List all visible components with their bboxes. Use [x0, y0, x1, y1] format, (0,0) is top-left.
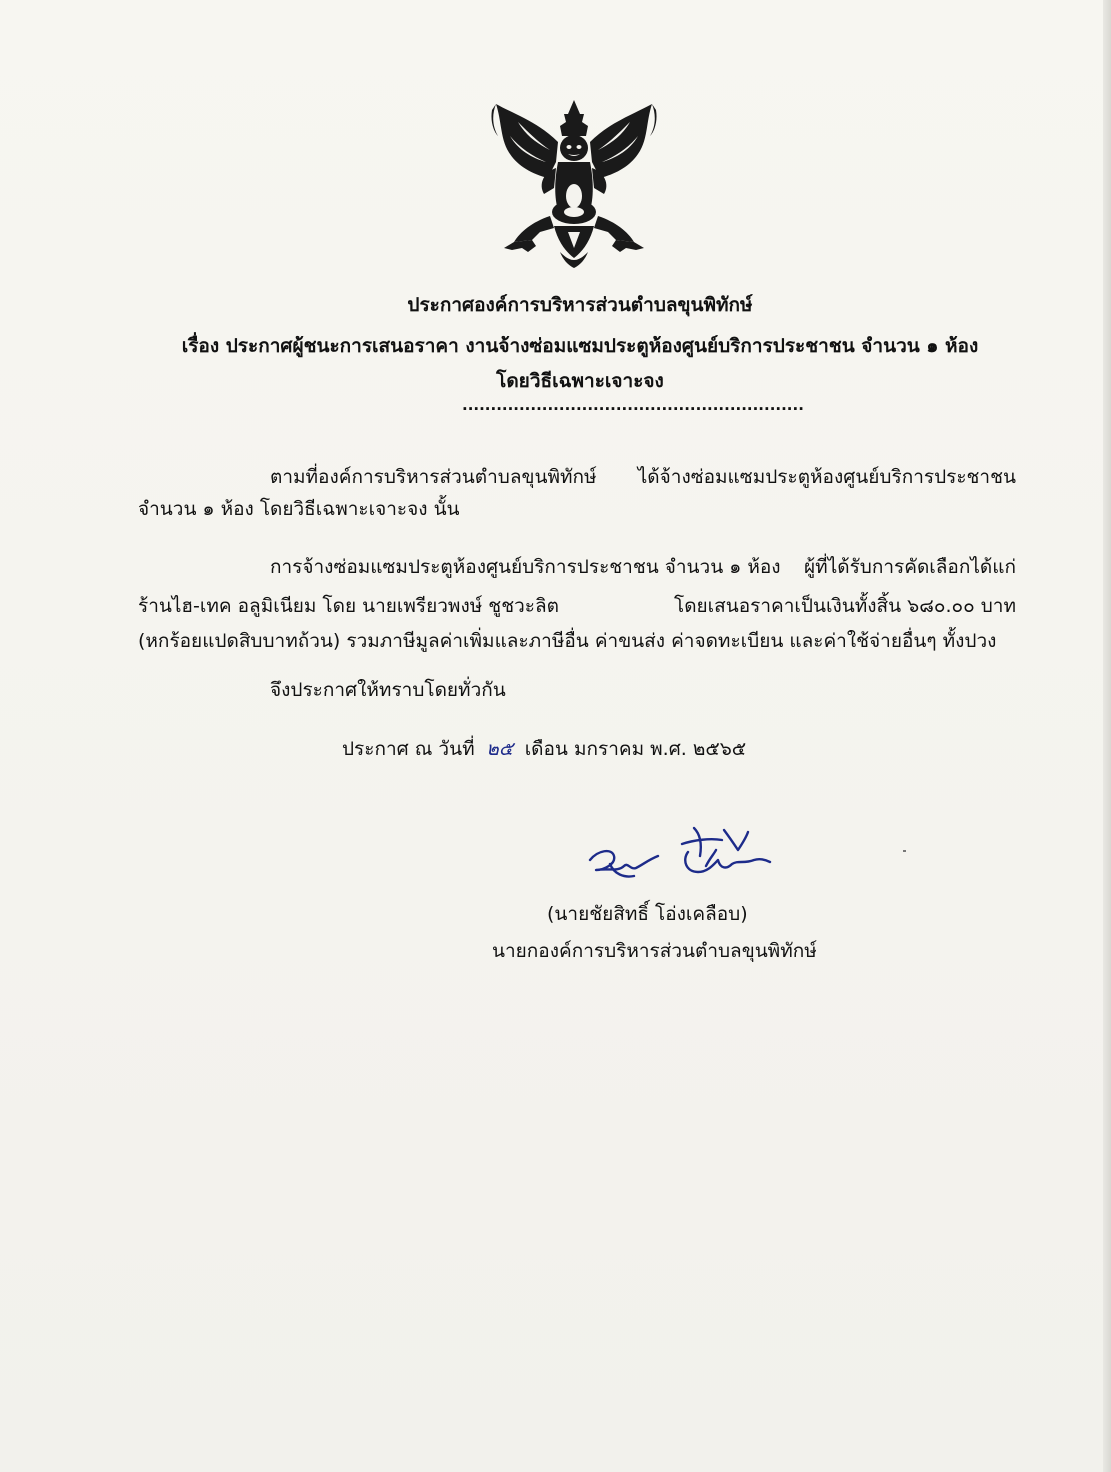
paragraph-2-text-a: การจ้างซ่อมแซมประตูห้องศูนย์บริการประชาชน จำนวน ๑ ห้อง: [270, 556, 781, 578]
paragraph-2-vendor: ร้านไฮ-เทค อลูมิเนียม โดย นายเพรียวพงษ์ ชูชวะลิต: [138, 595, 559, 617]
paragraph-1-line-1: [270, 460, 1016, 494]
announcement-subject: เรื่อง ประกาศผู้ชนะการเสนอราคา งานจ้างซ่อมแซมประตูห้องศูนย์บริการประชาชน จำนวน ๑ ห้อง: [181, 335, 979, 357]
paragraph-2-line-1: [270, 550, 1016, 584]
garuda-emblem-icon: [488, 92, 660, 270]
paragraph-3: จึงประกาศให้ทราบโดยทั่วกัน: [270, 679, 506, 701]
page-edge-shadow: [1103, 0, 1111, 1472]
date-month-year: เดือน มกราคม พ.ศ. ๒๕๖๕: [524, 738, 747, 760]
signatory-name: (นายชัยสิทธิ์ โอ่งเคลือบ): [547, 903, 748, 925]
paragraph-1-text-a: ตามที่องค์การบริหารส่วนตำบลขุนพิทักษ์: [270, 466, 597, 488]
announcement-method: โดยวิธีเฉพาะเจาะจง: [496, 370, 664, 392]
paragraph-2-line-3: (หกร้อยแปดสิบบาทถ้วน) รวมภาษีมูลค่าเพิ่มและภาษีอื่น ค่าขนส่ง ค่าจดทะเบียน และค่าใช้จ่ายอื่นๆ ทั้งปวง: [138, 630, 997, 652]
paragraph-2-price: โดยเสนอราคาเป็นเงินทั้งสิ้น ๖๘๐.๐๐ บาท: [674, 595, 1016, 617]
date-prefix: ประกาศ ณ วันที่: [342, 738, 475, 760]
speck-mark: [903, 850, 906, 852]
paragraph-2-line-2: [138, 589, 1016, 623]
date-day: ๒๕: [486, 738, 514, 760]
announcement-date: [342, 732, 746, 766]
paragraph-1-text-b: ได้จ้างซ่อมแซมประตูห้องศูนย์บริการประชาชน: [637, 466, 1016, 488]
paragraph-1-line-2: จำนวน ๑ ห้อง โดยวิธีเฉพาะเจาะจง นั้น: [138, 498, 460, 520]
handwritten-signature: [584, 820, 774, 892]
separator-dots: ............................................................: [462, 396, 804, 414]
paragraph-2-text-b: ผู้ที่ได้รับการคัดเลือกได้แก่: [804, 556, 1016, 578]
signatory-title: นายกองค์การบริหารส่วนตำบลขุนพิทักษ์: [492, 940, 817, 962]
announcement-title: ประกาศองค์การบริหารส่วนตำบลขุนพิทักษ์: [407, 294, 753, 316]
